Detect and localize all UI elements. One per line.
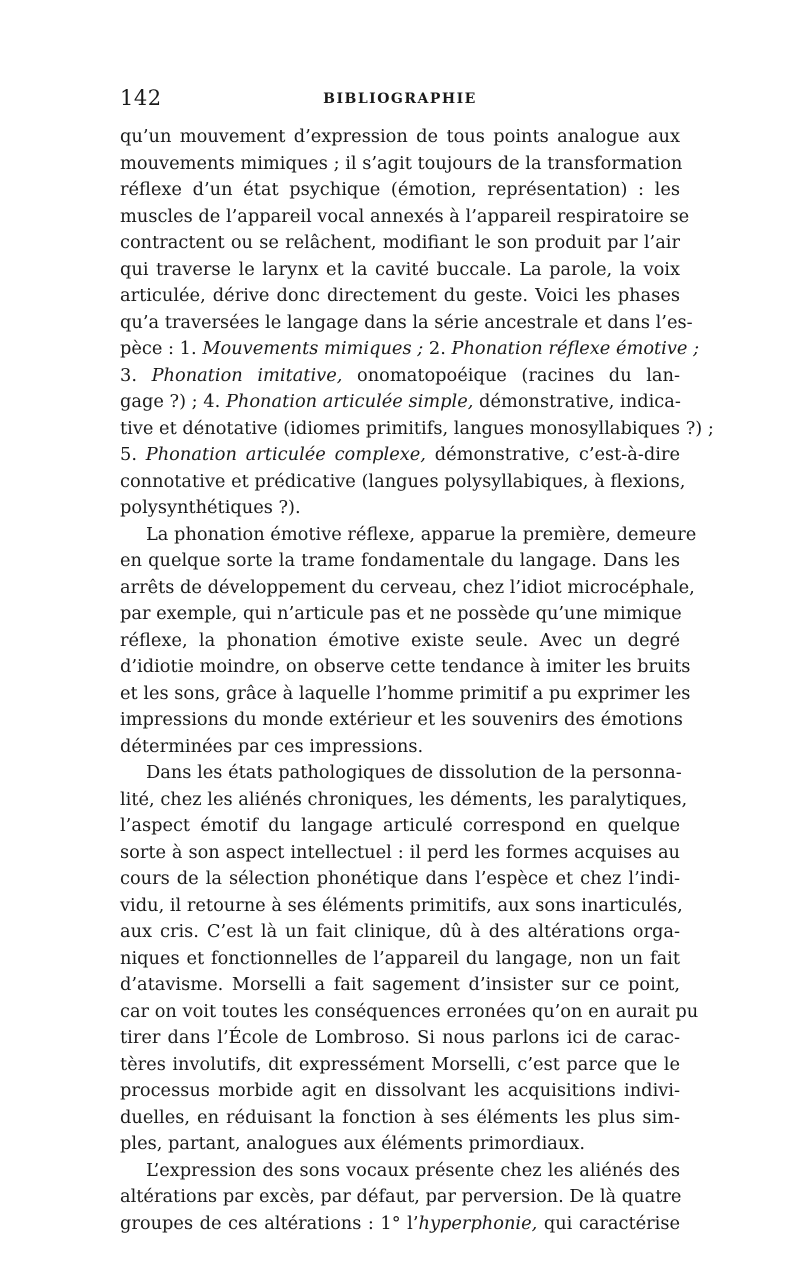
text-run: niques et fonctionnelles de l’appareil du langage, non un fait — [120, 947, 680, 969]
text-run: tive et dénotative (idiomes primitifs, langues monosyllabiques ?) ; — [120, 417, 714, 439]
italic-text: Phonation réflexe émotive ; — [451, 338, 700, 359]
text-run: en quelque sorte la trame fondamentale du langage. Dans les — [120, 550, 680, 571]
text-run: sorte à son aspect intellectuel : il perd les formes acquises au — [120, 841, 680, 863]
text-run: duelles, en réduisant la fonction à ses éléments les plus sim- — [120, 1106, 680, 1128]
text-line — [120, 548, 680, 575]
text-line — [120, 787, 688, 814]
text-run: réflexe, la phonation émotive existe seule. Avec un degré — [120, 629, 680, 651]
text-line — [120, 257, 680, 284]
text-line — [120, 363, 680, 390]
text-run: contractent ou se relâchent, modifiant le son produit par l’air — [120, 232, 680, 253]
text-run: ples, partant, analogues aux éléments primordiaux. — [120, 1133, 585, 1154]
text-run: démonstrative, c’est-à-dire — [425, 444, 680, 465]
text-run: qu’un mouvement d’expression de tous points analogue aux — [120, 126, 680, 147]
text-run: qui traverse le larynx et la cavité buccale. La parole, la voix — [120, 258, 680, 280]
text-line — [120, 469, 686, 496]
text-run: onomatopoéique (racines du lan- — [342, 364, 680, 386]
text-run: 5. — [120, 444, 146, 465]
paragraph — [120, 522, 697, 761]
text-line — [120, 1158, 680, 1185]
paragraph — [120, 1158, 680, 1238]
text-line — [120, 522, 697, 549]
text-line — [120, 336, 700, 363]
text-line — [120, 681, 691, 708]
text-run: groupes de ces altérations : 1° l’ — [120, 1212, 419, 1234]
text-run: altérations par excès, par défaut, par perversion. De là quatre — [120, 1186, 682, 1207]
text-line — [120, 654, 691, 681]
text-run: déterminées par ces impressions. — [120, 735, 424, 757]
text-run: arrêts de développement du cerveau, chez l’idiot microcéphale, — [120, 576, 695, 598]
text-line — [120, 1078, 680, 1105]
text-run: aux cris. C’est là un fait clinique, dû à des altérations orga- — [120, 921, 680, 942]
text-run: l’aspect émotif du langage articulé correspond en quelque — [120, 815, 680, 836]
text-line — [120, 1105, 680, 1132]
text-run: car on voit toutes les conséquences erronées qu’on en aurait pu — [120, 1000, 699, 1022]
text-line — [120, 1131, 680, 1158]
text-run: démonstrative, indica- — [473, 391, 681, 412]
text-line — [120, 707, 683, 734]
text-run: La phonation émotive réflexe, apparue la première, demeure — [146, 523, 697, 545]
running-head — [120, 86, 680, 116]
text-line — [120, 999, 699, 1026]
text-line — [120, 734, 680, 761]
text-run: qu’a traversées le langage dans la série ancestrale et dans l’es- — [120, 311, 693, 333]
text-line — [120, 840, 680, 867]
text-line — [120, 575, 695, 602]
text-line — [120, 601, 680, 628]
text-line — [120, 972, 680, 999]
text-line — [120, 151, 683, 178]
text-run: articulée, dérive donc directement du geste. Voici les phases — [120, 285, 680, 306]
text-line — [120, 946, 680, 973]
text-line — [120, 416, 714, 443]
text-run: Dans les états pathologiques de dissolution de la personna- — [146, 762, 682, 783]
text-run: muscles de l’appareil vocal annexés à l’appareil respiratoire se — [120, 205, 690, 227]
text-run: gage ?) ; 4. — [120, 391, 226, 412]
text-run: lité, chez les aliénés chroniques, les déments, les paralytiques, — [120, 788, 688, 810]
text-line — [120, 1184, 680, 1211]
text-run: connotative et prédicative (langues polysyllabiques, à flexions, — [120, 470, 686, 492]
text-line — [120, 124, 680, 151]
italic-text: hyperphonie, — [418, 1212, 538, 1234]
text-line — [120, 1025, 680, 1052]
text-run: d’atavisme. Morselli a fait sagement d’insister sur ce point, — [120, 974, 680, 995]
text-line — [120, 204, 690, 231]
paragraph — [120, 124, 714, 522]
text-line — [120, 919, 680, 946]
body-text — [120, 124, 714, 1237]
italic-text: Mouvements mimiques ; — [202, 338, 424, 359]
text-run: polysynthétiques ?). — [120, 497, 301, 518]
text-run: pèce : 1. — [120, 338, 203, 359]
italic-text: Phonation articulée complexe, — [145, 444, 426, 465]
text-run: processus morbide agit en dissolvant les acquisitions indivi- — [120, 1080, 680, 1101]
text-line — [120, 389, 680, 416]
text-line — [120, 495, 680, 522]
text-line — [120, 628, 680, 655]
text-run: vidu, il retourne à ses éléments primitifs, aux sons inarticulés, — [120, 894, 683, 916]
text-line — [120, 283, 680, 310]
text-run: tères involutifs, dit expressément Morselli, c’est parce que le — [120, 1053, 680, 1075]
text-run: 2. — [423, 338, 452, 359]
italic-text: Phonation imitative, — [151, 364, 343, 386]
text-run: impressions du monde extérieur et les souvenirs des émotions — [120, 709, 683, 730]
text-run: cours de la sélection phonétique dans l’espèce et chez l’indi- — [120, 868, 680, 889]
text-line — [120, 310, 693, 337]
text-run: mouvements mimiques ; il s’agit toujours de la transformation — [120, 152, 683, 174]
text-line — [120, 760, 680, 787]
page-number: 142 — [120, 86, 162, 110]
text-line — [120, 1052, 680, 1079]
text-line — [120, 230, 680, 257]
italic-text: Phonation articulée simple, — [225, 391, 474, 412]
text-line — [120, 866, 680, 893]
text-run: par exemple, qui n’articule pas et ne possède qu’une mimique — [120, 603, 682, 624]
text-run: 3. — [120, 364, 152, 386]
text-run: réflexe d’un état psychique (émotion, représentation) : les — [120, 179, 680, 200]
running-head-title: BIBLIOGRAPHIE — [323, 91, 477, 107]
text-run: L’expression des sons vocaux présente chez les aliénés des — [146, 1159, 680, 1181]
text-line — [120, 813, 680, 840]
text-run: qui caractérise — [537, 1212, 680, 1234]
text-run: et les sons, grâce à laquelle l’homme primitif a pu exprimer les — [120, 682, 691, 704]
text-line — [120, 893, 683, 920]
text-line — [120, 442, 680, 469]
text-run: tirer dans l’École de Lombroso. Si nous parlons ici de carac- — [120, 1027, 680, 1048]
text-run: d’idiotie moindre, on observe cette tendance à imiter les bruits — [120, 656, 691, 677]
paragraph — [120, 760, 699, 1158]
text-line — [120, 177, 680, 204]
text-line — [120, 1211, 680, 1238]
